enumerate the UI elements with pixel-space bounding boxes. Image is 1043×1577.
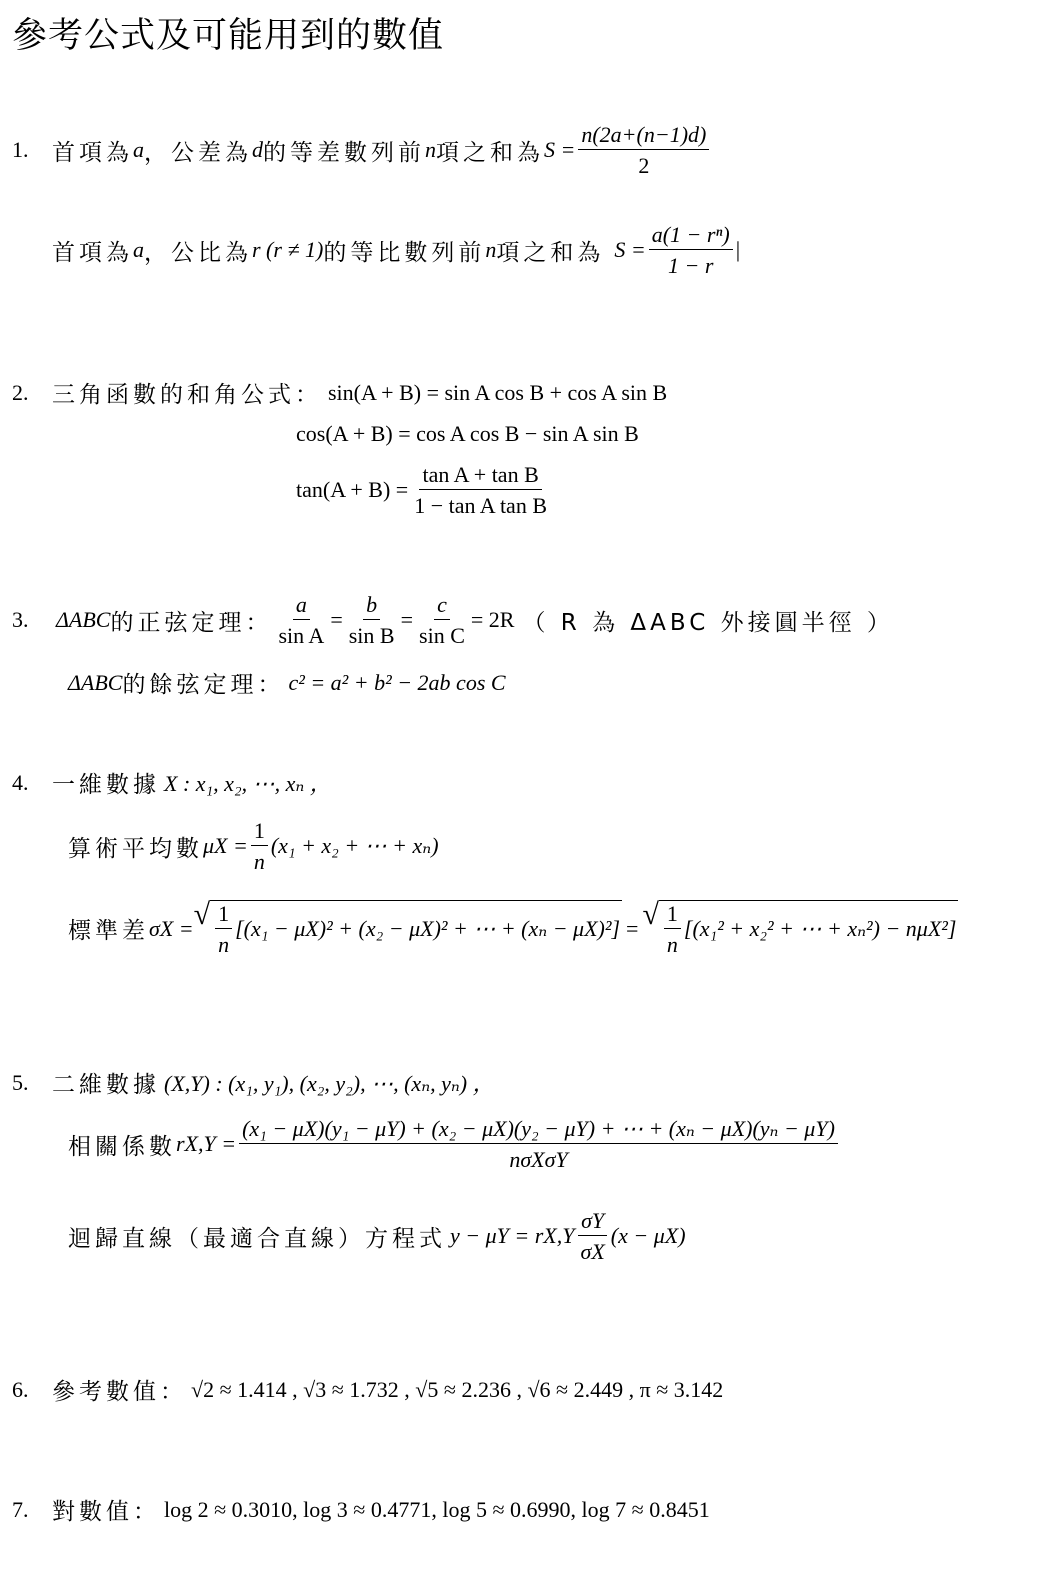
item-text: 項之和為 <box>496 239 605 266</box>
item-number: 2. <box>12 379 29 405</box>
numerator: n(2a+(n−1)d) <box>578 122 709 150</box>
fraction <box>411 462 550 519</box>
item-4-line-3 <box>68 900 958 958</box>
item-number: 6. <box>12 1376 29 1402</box>
formula-lhs: σX = <box>149 915 194 941</box>
numerator: 1 <box>251 818 268 846</box>
fraction <box>239 1116 838 1173</box>
denominator: sin C <box>419 623 465 649</box>
numerator: b <box>363 592 380 620</box>
text-cursor: | <box>735 237 741 263</box>
item-text: ，公差為 <box>144 139 252 166</box>
formula-rhs: (x − μX) <box>610 1223 686 1249</box>
item-7 <box>12 1493 710 1526</box>
denominator: 1 − r <box>668 253 714 279</box>
formula: sin(A + B) = sin A cos B + cos A sin B <box>328 379 668 405</box>
formula-lhs: y − μY = rX,Y <box>450 1223 575 1249</box>
fraction <box>416 592 468 649</box>
item-text: 算術平均數 <box>68 835 203 862</box>
fraction <box>275 592 327 649</box>
denominator: nσXσY <box>509 1147 568 1173</box>
item-text: 一維數據 <box>52 772 160 798</box>
denominator: n <box>218 932 230 958</box>
numerator: (x₁ − μX)(y₁ − μY) + (x₂ − μX)(y₂ − μY) + ⋯ + (xₙ − μX)(yₙ − μY) <box>239 1116 838 1144</box>
item-number: 5. <box>12 1069 29 1095</box>
denominator: n <box>666 932 678 958</box>
numerator: 1 <box>664 901 681 929</box>
math-var: a <box>133 237 144 263</box>
item-5-line-2 <box>68 1116 841 1173</box>
numerator: c <box>434 592 450 620</box>
fraction <box>649 222 733 279</box>
math-var: r (r ≠ 1) <box>252 237 324 263</box>
item-3-line-1 <box>12 592 894 649</box>
denominator: σX <box>580 1239 605 1265</box>
math-lhs: S = <box>544 137 576 163</box>
item-4-line-2 <box>68 818 439 875</box>
radicand: [(x₁ − μX)² + (x₂ − μX)² + ⋯ + (xₙ − μX)²] <box>235 916 621 942</box>
item-number: 3. <box>12 607 29 633</box>
denominator: sin A <box>278 623 325 649</box>
equals: = <box>626 915 639 941</box>
fraction <box>664 901 681 958</box>
math-var: n <box>485 237 497 263</box>
radical-icon: √ <box>642 898 659 931</box>
square-root <box>642 900 958 958</box>
numerator: a <box>293 592 310 620</box>
math-var: d <box>252 137 263 163</box>
data-set: (X,Y) : (x₁, y₁), (x₂, y₂), ⋯, (xₙ, yₙ) ， <box>164 1071 495 1096</box>
item-text: 迴歸直線（最適合直線）方程式 <box>68 1225 446 1252</box>
item-text: ，公比為 <box>144 239 252 266</box>
item-number: 7. <box>12 1496 29 1522</box>
fraction <box>215 901 232 958</box>
item-3-line-2 <box>68 666 506 699</box>
item-text: 首項為 <box>52 139 133 166</box>
fraction <box>577 1208 607 1265</box>
numerator: a(1 − rⁿ) <box>649 222 733 250</box>
data-set: X : x₁, x₂, ⋯, xₙ ， <box>164 771 332 796</box>
item-5-line-1 <box>12 1066 495 1099</box>
item-text: 項之和為 <box>436 139 544 166</box>
equals: = <box>400 607 414 633</box>
item-5-line-3 <box>68 1208 686 1265</box>
formula-lhs: tan(A + B) = <box>296 477 409 503</box>
item-number: 1. <box>12 137 29 163</box>
item-text: 對數值： <box>52 1499 160 1525</box>
denominator: 1 − tan A tan B <box>414 493 547 519</box>
item-text: 參考數值： <box>52 1379 187 1405</box>
item-2-line-1 <box>12 376 667 409</box>
formula: cos(A + B) = cos A cos B − sin A sin B <box>296 421 639 446</box>
item-6 <box>12 1373 723 1406</box>
fraction <box>251 818 268 875</box>
reference-values: √2 ≈ 1.414 , √3 ≈ 1.732 , √5 ≈ 2.236 , √6 ≈ 2.449 , π ≈ 3.142 <box>191 1376 724 1402</box>
numerator: σY <box>578 1208 607 1236</box>
formula-rhs: = 2R <box>470 607 515 633</box>
item-text: 的等差數列前 <box>263 139 425 166</box>
fraction <box>578 122 709 179</box>
item-1-line-a <box>12 122 712 179</box>
numerator: 1 <box>215 901 232 929</box>
fraction <box>346 592 398 649</box>
item-1-line-b <box>52 222 740 279</box>
square-root <box>194 900 622 958</box>
item-number: 4. <box>12 769 29 795</box>
page-title: 參考公式及可能用到的數值 <box>12 16 445 56</box>
denominator: sin B <box>348 623 395 649</box>
numerator: tan A + tan B <box>419 462 541 490</box>
item-2-line-3 <box>296 462 553 519</box>
radical-icon: √ <box>193 898 211 931</box>
triangle-label: ΔABC <box>56 607 111 633</box>
item-text: 相關係數 <box>68 1133 176 1160</box>
item-text: 的等比數列前 <box>323 239 486 266</box>
formula-lhs: μX = <box>203 833 248 859</box>
denominator: 2 <box>638 153 650 179</box>
formula-rhs: (x₁ + x₂ + ⋯ + xₙ) <box>270 833 439 859</box>
item-text: 標準差 <box>68 918 149 945</box>
denominator: n <box>253 849 265 875</box>
math-var: a <box>133 137 144 163</box>
item-text: 的正弦定理： <box>110 609 273 636</box>
equals: = <box>330 607 343 633</box>
math-var: n <box>425 137 436 163</box>
item-text: 三角函數的和角公式： <box>52 382 322 408</box>
item-text: 首項為 <box>52 239 133 266</box>
item-text: 二維數據 <box>52 1072 160 1098</box>
item-note: （ R 為 ΔABC 外接圓半徑 ） <box>522 609 894 636</box>
math-lhs: S = <box>614 237 646 263</box>
log-values: log 2 ≈ 0.3010, log 3 ≈ 0.4771, log 5 ≈ 0.6990, log 7 ≈ 0.8451 <box>164 1496 710 1522</box>
item-4-line-1 <box>12 766 332 799</box>
item-text: 的餘弦定理： <box>122 672 285 698</box>
formula-lhs: rX,Y = <box>176 1131 237 1157</box>
triangle-label: ΔABC <box>68 669 123 695</box>
formula: c² = a² + b² − 2ab cos C <box>288 669 506 695</box>
radicand: [(x₁² + x₂² + ⋯ + xₙ²) − nμX²] <box>683 916 957 942</box>
